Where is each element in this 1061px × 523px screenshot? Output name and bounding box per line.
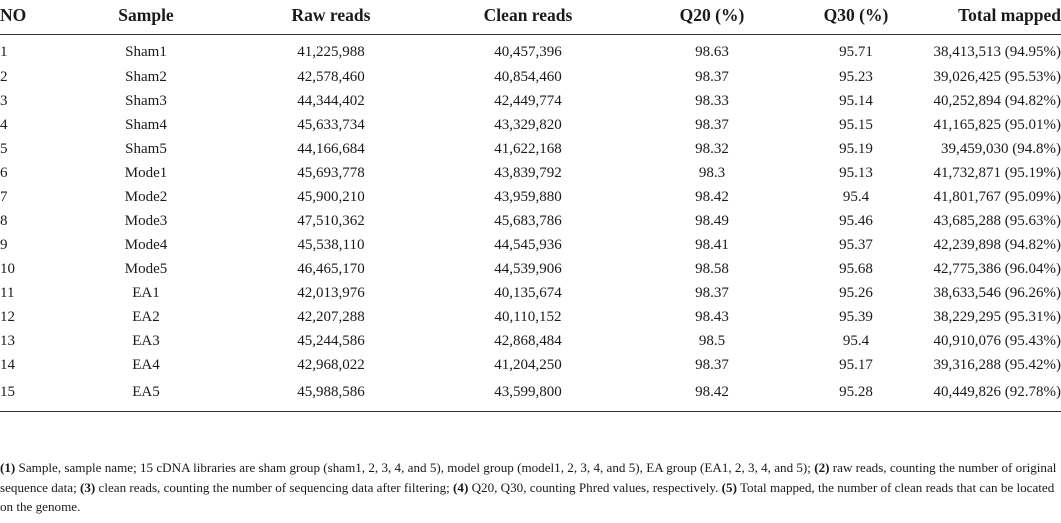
cell-no: 4 (0, 116, 8, 133)
cell-q30: 95.4 (842, 188, 870, 205)
cell-no: 10 (0, 260, 15, 277)
cell-raw-reads: 42,578,460 (297, 68, 365, 85)
footnote-text-2: raw reads, counting the number of original sequence data; (0, 460, 1057, 495)
cell-no: 5 (0, 140, 8, 157)
cell-no: 6 (0, 164, 8, 181)
cell-sample: Sham2 (125, 68, 167, 85)
header-sample: Sample (56, 0, 236, 35)
footnote-text-1: Sample, sample name; 15 cDNA libraries are sham group (sham1, 2, 3, 4, and 5), model group (model1, 2, 3, 4, and 5), EA group (EA1, 2, 3, 4, and 5); (15, 460, 815, 475)
table-row (0, 35, 1061, 66)
cell-sample: EA5 (56, 377, 236, 412)
cell-raw-reads: 45,988,586 (236, 377, 426, 412)
cell-raw-reads: 45,538,110 (297, 236, 365, 253)
cell-total-mapped: 38,229,295 (95.31%) (933, 308, 1061, 325)
cell-total-mapped: 40,449,826 (92.78%) (918, 377, 1061, 412)
table-row (0, 137, 1061, 161)
header-no: NO (0, 0, 56, 35)
cell-sample: EA1 (132, 284, 160, 301)
footnote-marker-1: (1) (0, 460, 16, 475)
cell-q20: 98.3 (698, 164, 726, 181)
footnote-text-4: Q20, Q30, counting Phred values, respectively. (468, 479, 722, 495)
cell-raw-reads: 42,207,288 (297, 308, 365, 325)
cell-total-mapped: 42,239,898 (94.82%) (933, 236, 1061, 253)
cell-sample: Mode5 (124, 260, 168, 277)
cell-no: 12 (0, 308, 15, 325)
cell-clean-reads: 43,959,880 (494, 188, 562, 205)
cell-q30: 95.13 (839, 164, 873, 181)
cell-q20: 98.37 (695, 68, 729, 85)
cell-q20: 98.37 (695, 356, 729, 373)
table-row (0, 353, 1061, 377)
cell-q30: 95.4 (842, 332, 870, 349)
header-q30: Q30 (%) (794, 0, 918, 35)
table-row (0, 329, 1061, 353)
cell-total-mapped: 41,732,871 (95.19%) (933, 164, 1061, 181)
cell-total-mapped: 43,685,288 (95.63%) (933, 212, 1061, 229)
cell-no: 8 (0, 212, 8, 229)
table-row (0, 257, 1061, 281)
cell-no: 9 (0, 236, 8, 253)
cell-clean-reads: 41,204,250 (494, 356, 562, 373)
cell-q30: 95.23 (839, 68, 873, 85)
cell-q20: 98.42 (695, 188, 729, 205)
footnote-text-5: Total mapped, the number of clean reads that can be located on the genome. (0, 479, 1055, 514)
footnote-text-3: clean reads, counting the number of sequencing data after filtering; (95, 479, 454, 495)
cell-q20: 98.5 (698, 332, 726, 349)
cell-q20: 98.42 (630, 377, 794, 412)
cell-clean-reads: 45,683,786 (494, 212, 562, 229)
cell-q30: 95.28 (794, 377, 918, 412)
cell-q30: 95.71 (839, 43, 873, 60)
cell-raw-reads: 46,465,170 (297, 260, 365, 277)
cell-sample: EA3 (132, 332, 160, 349)
cell-no: 13 (0, 332, 15, 349)
table-row (0, 113, 1061, 137)
cell-q30: 95.26 (839, 284, 873, 301)
footnote-marker-4: (4) (453, 479, 469, 495)
cell-sample: Sham5 (125, 140, 167, 157)
table-body (0, 35, 1061, 412)
cell-sample: Mode4 (124, 236, 168, 253)
cell-sample: EA4 (132, 356, 160, 373)
footnote-marker-2: (2) (814, 460, 830, 475)
cell-sample: EA2 (132, 308, 160, 325)
cell-clean-reads: 42,868,484 (494, 332, 562, 349)
footnote-marker-5: (5) (721, 479, 737, 495)
cell-q20: 98.32 (695, 140, 729, 157)
cell-total-mapped: 38,413,513 (94.95%) (933, 43, 1061, 60)
cell-total-mapped: 41,165,825 (95.01%) (933, 116, 1061, 133)
header-row (0, 0, 1061, 35)
header-clean-reads: Clean reads (426, 0, 630, 35)
cell-raw-reads: 45,693,778 (297, 164, 365, 181)
table-row (0, 161, 1061, 185)
cell-q20: 98.58 (695, 260, 729, 277)
cell-sample: Mode2 (124, 188, 168, 205)
cell-no: 1 (0, 43, 8, 60)
cell-no: 14 (0, 356, 15, 373)
cell-sample: Mode3 (124, 212, 168, 229)
cell-no: 15 (0, 377, 56, 412)
cell-clean-reads: 42,449,774 (494, 92, 562, 109)
cell-raw-reads: 44,344,402 (297, 92, 365, 109)
cell-sample: Sham1 (125, 43, 167, 60)
cell-q30: 95.39 (839, 308, 873, 325)
cell-q20: 98.41 (695, 236, 729, 253)
cell-clean-reads: 40,135,674 (494, 284, 562, 301)
cell-q20: 98.49 (695, 212, 729, 229)
cell-raw-reads: 45,244,586 (297, 332, 365, 349)
cell-sample: Sham3 (125, 92, 167, 109)
cell-q30: 95.68 (839, 260, 873, 277)
cell-total-mapped: 40,910,076 (95.43%) (933, 332, 1061, 349)
cell-total-mapped: 39,459,030 (94.8%) (941, 140, 1061, 157)
cell-raw-reads: 42,013,976 (297, 284, 365, 301)
cell-q20: 98.43 (695, 308, 729, 325)
cell-no: 7 (0, 188, 8, 205)
cell-clean-reads: 40,110,152 (494, 308, 562, 325)
cell-q30: 95.17 (839, 356, 873, 373)
cell-q30: 95.15 (839, 116, 873, 133)
cell-clean-reads: 40,854,460 (494, 68, 562, 85)
cell-total-mapped: 42,775,386 (96.04%) (933, 260, 1061, 277)
cell-total-mapped: 41,801,767 (95.09%) (933, 188, 1061, 205)
table-row (0, 89, 1061, 113)
cell-raw-reads: 44,166,684 (297, 140, 365, 157)
table-row (0, 377, 1061, 412)
header-raw-reads: Raw reads (236, 0, 426, 35)
cell-total-mapped: 39,316,288 (95.42%) (933, 356, 1061, 373)
cell-total-mapped: 39,026,425 (95.53%) (933, 68, 1061, 85)
cell-q20: 98.37 (695, 116, 729, 133)
cell-no: 2 (0, 68, 8, 85)
cell-total-mapped: 40,252,894 (94.82%) (933, 92, 1061, 109)
cell-q30: 95.14 (839, 92, 873, 109)
table-row (0, 233, 1061, 257)
cell-clean-reads: 43,599,800 (426, 377, 630, 412)
cell-clean-reads: 44,545,936 (494, 236, 562, 253)
table-row (0, 209, 1061, 233)
header-q20: Q20 (%) (630, 0, 794, 35)
table-row (0, 305, 1061, 329)
cell-clean-reads: 44,539,906 (494, 260, 562, 277)
cell-sample: Sham4 (125, 116, 167, 133)
footnote-marker-3: (3) (79, 479, 96, 495)
cell-raw-reads: 47,510,362 (297, 212, 365, 229)
cell-raw-reads: 42,968,022 (297, 356, 365, 373)
cell-clean-reads: 41,622,168 (494, 140, 562, 157)
cell-raw-reads: 45,900,210 (297, 188, 365, 205)
cell-no: 11 (0, 284, 15, 301)
cell-clean-reads: 43,839,792 (494, 164, 562, 181)
cell-q20: 98.37 (695, 284, 729, 301)
header-total-mapped: Total mapped (918, 0, 1061, 35)
cell-clean-reads: 43,329,820 (494, 116, 562, 133)
cell-q30: 95.37 (839, 236, 873, 253)
cell-clean-reads: 40,457,396 (494, 43, 562, 60)
cell-q20: 98.63 (695, 43, 729, 60)
cell-sample: Mode1 (124, 164, 168, 181)
cell-no: 3 (0, 92, 8, 109)
cell-raw-reads: 45,633,734 (297, 116, 365, 133)
table-row (0, 281, 1061, 305)
table-row (0, 65, 1061, 89)
table-row (0, 185, 1061, 209)
cell-total-mapped: 38,633,546 (96.26%) (933, 284, 1061, 301)
cell-q20: 98.33 (695, 92, 729, 109)
table-footnote (0, 458, 1058, 517)
cell-q30: 95.46 (839, 212, 873, 229)
cell-q30: 95.19 (839, 140, 873, 157)
cell-raw-reads: 41,225,988 (297, 43, 365, 60)
